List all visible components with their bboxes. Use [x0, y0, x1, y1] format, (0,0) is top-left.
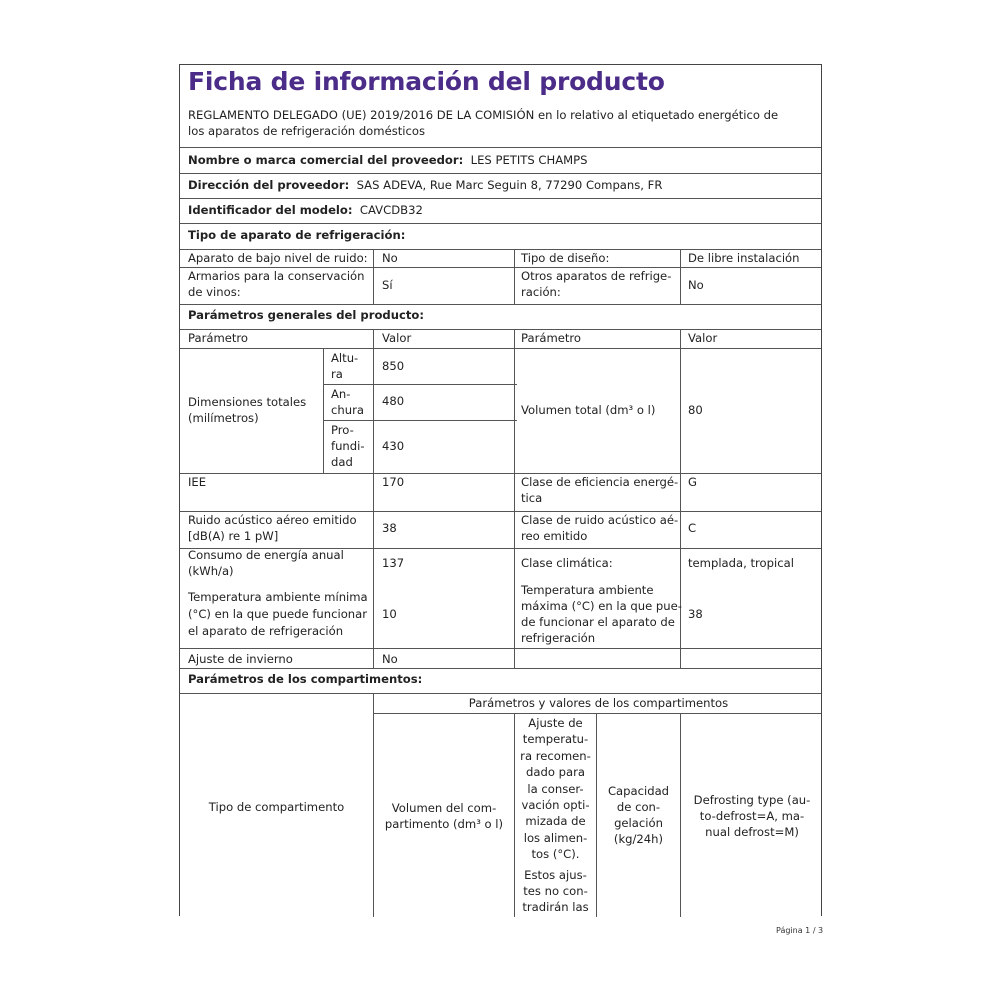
row-divider — [180, 329, 821, 330]
freeze-header-line: de con- — [616, 800, 661, 814]
col-param-header-2: Parámetro — [521, 331, 582, 345]
general-heading: Parámetros generales del producto: — [188, 308, 424, 322]
volume-value: 80 — [688, 403, 703, 417]
efficiency-label-line1: Clase de eficiencia energé- — [521, 475, 679, 489]
page-title: Ficha de información del producto — [188, 67, 665, 96]
temp-header-line: Ajuste de — [528, 716, 583, 730]
design-value: De libre instalación — [688, 251, 800, 265]
model-value: CAVCDB32 — [359, 203, 423, 217]
row-divider — [180, 173, 821, 174]
width-label-line2: chura — [331, 403, 364, 417]
temp-header-line: los alimen- — [523, 830, 588, 845]
row-divider — [180, 648, 821, 649]
col-value-header: Valor — [382, 331, 412, 345]
address-value: SAS ADEVA, Rue Marc Seguin 8, 77290 Compans, FR — [356, 178, 663, 192]
tmax-label-line2: máxima (°C) en la que pue- — [521, 599, 682, 613]
other-label-line1: Otros aparatos de refrige- — [521, 269, 672, 283]
tmin-label-line3: el aparato de refrigeración — [188, 624, 344, 638]
temp-header-line: tradirán las — [522, 900, 589, 915]
tmin-label-line1: Temperatura ambiente mínima — [188, 590, 368, 604]
col-divider — [373, 329, 374, 668]
row-divider — [323, 384, 517, 385]
climate-label: Clase climática: — [521, 556, 613, 570]
supplier-row — [188, 152, 588, 168]
noise-class-label-line1: Clase de ruido acústico aé- — [521, 513, 679, 527]
iee-value: 170 — [382, 475, 405, 489]
compartments-heading: Parámetros de los compartimentos: — [188, 672, 423, 686]
width-value: 480 — [382, 394, 405, 408]
supplier-value: LES PETITS CHAMPS — [470, 153, 588, 167]
page-number: Página 1 / 3 — [776, 926, 824, 935]
energy-value: 137 — [382, 556, 405, 570]
tmax-label-line1: Temperatura ambiente — [521, 583, 654, 597]
winter-label: Ajuste de invierno — [188, 652, 293, 666]
row-divider — [180, 223, 821, 224]
model-row — [188, 202, 423, 218]
regulation-text — [188, 107, 798, 139]
temp-header-line: dado para — [526, 765, 585, 780]
volume-label: Volumen total (dm³ o l) — [521, 403, 656, 417]
tmin-value: 10 — [382, 607, 397, 621]
temp-header-line: Estos ajus- — [524, 867, 587, 882]
noise-value: 38 — [382, 521, 397, 535]
compartment-defrost-header — [681, 792, 823, 840]
row-divider — [180, 693, 821, 694]
temp-header-line: la conser- — [527, 781, 584, 796]
row-divider — [323, 420, 517, 421]
noise-label-line1: Ruido acústico aéreo emitido — [188, 513, 357, 527]
model-label: Identificador del modelo: — [188, 203, 353, 217]
low-noise-value: No — [382, 251, 398, 265]
volume-header-line1: Volumen del com- — [391, 801, 497, 815]
wine-label-line2: de vinos: — [188, 285, 241, 299]
row-divider — [180, 304, 821, 305]
col-divider — [323, 348, 324, 473]
height-label-line2: ra — [331, 367, 343, 381]
product-information-sheet — [179, 64, 822, 916]
col-divider — [514, 329, 515, 668]
row-divider — [180, 147, 821, 148]
low-noise-label: Aparato de bajo nivel de ruido: — [188, 251, 368, 265]
regulation-rest: en lo relativo al etiquetado energético de los aparatos de refrigeración domésticos — [188, 108, 779, 138]
freeze-header-line: gelación — [614, 816, 663, 830]
compartment-volume-header — [374, 800, 514, 832]
depth-label-line2: fundi- — [331, 439, 365, 453]
tmax-value: 38 — [688, 607, 703, 621]
row-divider — [180, 668, 821, 669]
dimensions-label-line1: Dimensiones totales — [188, 395, 307, 409]
col-divider — [680, 329, 681, 668]
address-row — [188, 177, 662, 193]
depth-label-line1: Pro- — [331, 423, 354, 437]
width-label-line1: An- — [331, 387, 351, 401]
efficiency-value: G — [688, 475, 697, 489]
row-divider — [373, 713, 821, 714]
supplier-label: Nombre o marca comercial del proveedor: — [188, 153, 464, 167]
temp-header-line: temperatu- — [522, 732, 589, 747]
climate-value: templada, tropical — [688, 556, 794, 570]
compartments-group-header: Parámetros y valores de los compartimentos — [468, 696, 729, 710]
tmin-label-line2: (°C) en la que puede funcionar — [188, 607, 368, 621]
energy-label-line2: (kWh/a) — [188, 564, 234, 578]
defrost-header-line: to-defrost=A, ma- — [699, 809, 805, 823]
height-value: 850 — [382, 359, 405, 373]
efficiency-label-line2: tica — [521, 491, 543, 505]
noise-class-label-line2: reo emitido — [521, 529, 588, 543]
freeze-header-line: Capacidad — [607, 784, 670, 798]
row-divider — [180, 198, 821, 199]
other-label-line2: ración: — [521, 285, 561, 299]
depth-value: 430 — [382, 439, 405, 453]
col-value-header-2: Valor — [688, 331, 718, 345]
compartment-type-header: Tipo de compartimento — [208, 800, 345, 814]
volume-header-line2: partimento (dm³ o l) — [384, 817, 504, 831]
col-divider — [680, 249, 681, 304]
tmax-label-line4: refrigeración — [521, 631, 596, 645]
col-param-header: Parámetro — [188, 331, 249, 345]
temp-header-line: tos (°C). — [531, 847, 580, 862]
freeze-header-line: (kg/24h) — [613, 832, 664, 846]
compartment-temperature-header — [515, 715, 596, 916]
address-label: Dirección del proveedor: — [188, 178, 350, 192]
tmax-label-line3: de funcionar el aparato de — [521, 615, 675, 629]
noise-class-value: C — [688, 521, 697, 535]
energy-label-line1: Consumo de energía anual — [188, 548, 344, 562]
iee-label: IEE — [188, 475, 207, 489]
wine-value: Sí — [382, 278, 393, 292]
winter-value: No — [382, 652, 398, 666]
noise-label-line2: [dB(A) re 1 pW] — [188, 529, 279, 543]
defrost-header-line: nual defrost=M) — [705, 825, 799, 839]
col-divider — [514, 249, 515, 304]
appliance-type-heading: Tipo de aparato de refrigeración: — [188, 228, 406, 242]
other-value: No — [688, 278, 704, 292]
regulation-bold: REGLAMENTO DELEGADO (UE) 2019/2016 DE LA COMISIÓN — [188, 108, 535, 122]
design-label: Tipo de diseño: — [521, 251, 610, 265]
height-label-line1: Altu- — [331, 351, 359, 365]
defrost-header-line: Defrosting type (au- — [693, 793, 811, 807]
temp-header-line: tes no con- — [523, 884, 588, 899]
row-divider — [180, 473, 821, 474]
col-divider — [373, 249, 374, 304]
temp-header-line: ra recomen- — [520, 748, 591, 763]
depth-label-line3: dad — [331, 455, 353, 469]
wine-label-line1: Armarios para la conservación — [188, 269, 365, 283]
dimensions-label-line2: (milímetros) — [188, 411, 259, 425]
compartment-freezing-header — [597, 783, 680, 847]
temp-header-line: mizada de — [525, 814, 586, 829]
row-divider — [180, 348, 821, 349]
temp-header-line: vación opti- — [521, 798, 590, 813]
